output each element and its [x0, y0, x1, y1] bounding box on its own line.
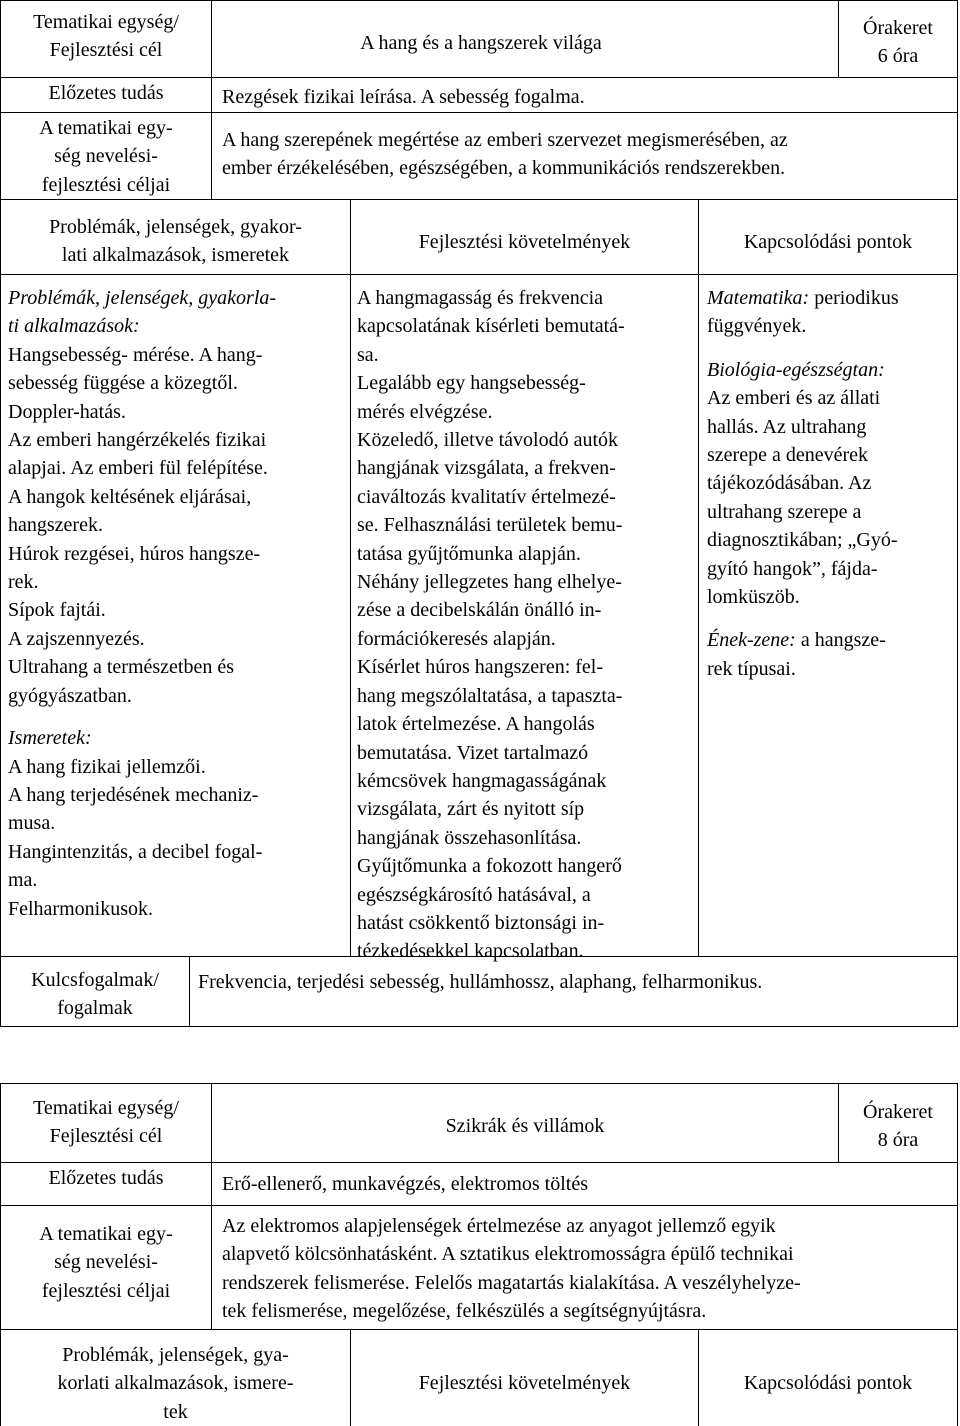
- unit1-col2-line: Legalább egy hangsebesség-: [357, 372, 586, 395]
- unit1-col2-line: hang megszólaltatása, a tapaszta-: [357, 684, 623, 707]
- unit1-col2-line: se. Felhasználási területek bemu-: [357, 514, 623, 537]
- unit1-col1-line: Ismeretek:: [8, 727, 92, 750]
- unit1-col1-line: Felharmonikusok.: [8, 897, 153, 920]
- unit1-col3-text: hallás. Az ultrahang: [707, 415, 867, 438]
- unit1-col3-text: szerepe a denevérek: [707, 444, 868, 467]
- unit1-col2-line: formációkeresés alapján.: [357, 627, 556, 650]
- unit1-col2-line: latok értelmezése. A hangolás: [357, 713, 595, 736]
- unit1-col3-text: függvények.: [707, 315, 807, 338]
- unit1-col1-line: rek.: [8, 571, 39, 594]
- unit1-col2-line: hatást csökkentő biztonsági in-: [357, 911, 605, 934]
- unit1-col1-body: [8, 284, 276, 923]
- unit1-keywords-text: Frekvencia, terjedési sebesség, hullámhossz, alaphang, felharmonikus.: [198, 971, 763, 993]
- unit1-col2-line: kapcsolatának kísérleti bemutatá-: [357, 315, 625, 338]
- unit1-keywords-label: Kulcsfogalmak/ fogalmak: [31, 969, 159, 1020]
- unit1-col1-line: ti alkalmazások:: [8, 315, 140, 338]
- unit1-col3-text: rek típusai.: [707, 657, 796, 680]
- unit1-col3-block: [707, 626, 899, 683]
- unit1-col3-subject: Matematika:: [707, 287, 810, 309]
- unit1-col1-line: Húrok rezgései, húros hangsze-: [8, 542, 261, 565]
- unit2-title: Szikrák és villámok: [445, 1115, 605, 1137]
- unit1-topic-label: Tematikai egység/ Fejlesztési cél: [33, 11, 179, 62]
- unit1-col2-body: [357, 284, 625, 966]
- unit1-col3-text: lomküszöb.: [707, 586, 800, 609]
- unit2-goals-label: A tematikai egy- ség nevelési- fejlesztési céljai: [39, 1223, 173, 1302]
- unit1-col1-line: A hang terjedésének mechaniz-: [8, 783, 259, 806]
- unit1-col3-line: [707, 469, 899, 497]
- unit1-col2-line: zése a decibelskálán önálló in-: [357, 599, 602, 622]
- unit1-col1-line: A zajszennyezés.: [8, 627, 145, 650]
- unit1-col1-line: sebesség függése a közegtől.: [8, 372, 238, 395]
- unit1-col2-line: Közeledő, illetve távolodó autók: [357, 429, 619, 452]
- unit1-col3-subject: Ének-zene:: [707, 629, 796, 652]
- unit1-col3-line: [707, 626, 899, 654]
- unit1-col3-line: [707, 384, 899, 412]
- unit1-col3-line: [707, 284, 899, 312]
- unit1-hours: Órakeret 6 óra: [863, 17, 933, 68]
- unit1-col3-subject: Biológia-egészségtan:: [707, 358, 885, 381]
- unit1-col3-line: [707, 356, 899, 384]
- unit1-col2-line: bemutatása. Vizet tartalmazó: [357, 741, 589, 764]
- unit1-col2-header: Fejlesztési követelmények: [418, 231, 631, 253]
- unit1-col3-line: [707, 655, 899, 683]
- unit1-col3-line: [707, 312, 899, 340]
- unit1-goals-text: A hang szerepének megértése az emberi szervezet megismerésében, az ember érzékelésében, egészségében, a kommunikációs rendszerekben.: [222, 129, 788, 180]
- unit1-col3-text: Az emberi és az állati: [707, 387, 881, 410]
- unit1-col2-line: ciaváltozás kvalitatív értelmezé-: [357, 485, 616, 508]
- unit1-col2-line: hangjának vizsgálata, a frekven-: [357, 457, 616, 480]
- unit1-col1-line: Ultrahang a természetben és: [8, 656, 235, 679]
- unit1-col1-line: A hangok keltésének eljárásai,: [8, 485, 252, 508]
- unit1-col2-line: Néhány jellegzetes hang elhelye-: [357, 571, 622, 594]
- unit1-col2-line: hangjának összehasonlítása.: [357, 826, 582, 849]
- unit2-col3-header: Kapcsolódási pontok: [743, 1372, 913, 1394]
- unit1-col1-header: Problémák, jelenségek, gyakor- lati alkalmazások, ismeretek: [49, 216, 302, 267]
- unit1-col3-text: gyító hangok”, fájda-: [707, 557, 878, 580]
- unit2-col2-header: Fejlesztési követelmények: [418, 1372, 631, 1394]
- unit1-col1-line: ma.: [8, 869, 38, 892]
- unit2-hours: Órakeret 8 óra: [863, 1101, 933, 1152]
- unit1-col2-line: egészségkárosító hatásával, a: [357, 883, 591, 906]
- unit2-prior-text: Erő-ellenerő, munkavégzés, elektromos töltés: [222, 1173, 588, 1195]
- unit1-prior-label: Előzetes tudás: [48, 82, 164, 104]
- unit1-col3-text: ultrahang szerepe a: [707, 500, 862, 523]
- unit1-col1-line: hangszerek.: [8, 514, 103, 537]
- unit1-col1-line: Hangsebesség- mérése. A hang-: [8, 343, 263, 366]
- unit1-col1-line: Az emberi hangérzékelés fizikai: [8, 429, 267, 452]
- unit2-goals-text: Az elektromos alapjelenségek értelmezése az anyagot jellemző egyik alapvető kölcsönhatásként. A sztatikus elektromosságra épülő technikai rendszerek felismerése. Felelős magatartás kialakítása. A veszélyhelyze- tek felismerése, megelőzése, felkészülés a segítségnyújtásra.: [222, 1215, 801, 1323]
- unit1-col2-line: A hangmagasság és frekvencia: [357, 287, 604, 309]
- unit1-col2-line: sa.: [357, 343, 379, 366]
- unit1-col3-block: [707, 356, 899, 612]
- unit1-col3-line: [707, 498, 899, 526]
- unit1-goals-label: A tematikai egy- ség nevelési- fejlesztési céljai: [39, 117, 173, 196]
- unit1-col3-line: [707, 583, 899, 611]
- unit2-prior-label: Előzetes tudás: [48, 1167, 164, 1189]
- unit1-title: A hang és a hangszerek világa: [360, 32, 602, 54]
- unit1-col1-line: Hangintenzitás, a decibel fogal-: [8, 840, 263, 863]
- unit1-col3-text: tájékozódásában. Az: [707, 472, 872, 495]
- unit1-col1-line: Doppler-hatás.: [8, 400, 126, 423]
- unit2-topic-label: Tematikai egység/ Fejlesztési cél: [33, 1097, 179, 1148]
- unit1-col2-line: mérés elvégzése.: [357, 400, 493, 423]
- unit1-col1-line: Sípok fajtái.: [8, 599, 106, 622]
- unit1-col3-block: [707, 284, 899, 341]
- unit1-col2-line: tatása gyűjtőmunka alapján.: [357, 542, 581, 565]
- unit1-col1-line: A hang fizikai jellemzői.: [8, 755, 206, 778]
- unit1-col1-line: gyógyászatban.: [8, 684, 132, 707]
- unit1-col3-line: [707, 526, 899, 554]
- unit1-prior-text: Rezgések fizikai leírása. A sebesség fogalma.: [222, 86, 585, 108]
- unit1-col3-text: periodikus: [809, 287, 899, 309]
- unit1-col3-text: diagnosztikában; „Gyó-: [707, 529, 898, 552]
- unit1-col3-text: a hangsze-: [795, 629, 886, 652]
- unit1-col1-line: Problémák, jelenségek, gyakorla-: [8, 287, 277, 309]
- unit1-col3-line: [707, 413, 899, 441]
- unit1-col3-line: [707, 441, 899, 469]
- unit1-col1-line: [8, 710, 276, 724]
- unit1-col3-header: Kapcsolódási pontok: [743, 231, 913, 253]
- unit1-col2-line: Gyűjtőmunka a fokozott hangerő: [357, 855, 622, 878]
- unit1-col3-line: [707, 555, 899, 583]
- unit2-col1-header: Problémák, jelenségek, gya- korlati alkalmazások, ismere- tek: [57, 1344, 294, 1423]
- unit1-col1-line: alapjai. Az emberi fül felépítése.: [8, 457, 268, 480]
- unit1-col2-line: vizsgálata, zárt és nyitott síp: [357, 798, 585, 821]
- unit1-col3-body: [707, 284, 899, 683]
- unit1-col2-line: tézkedésekkel kapcsolatban.: [357, 940, 584, 963]
- unit1-col2-line: kémcsövek hangmagasságának: [357, 769, 607, 792]
- unit1-col2-line: Kísérlet húros hangszeren: fel-: [357, 656, 604, 679]
- unit1-col1-line: musa.: [8, 812, 56, 835]
